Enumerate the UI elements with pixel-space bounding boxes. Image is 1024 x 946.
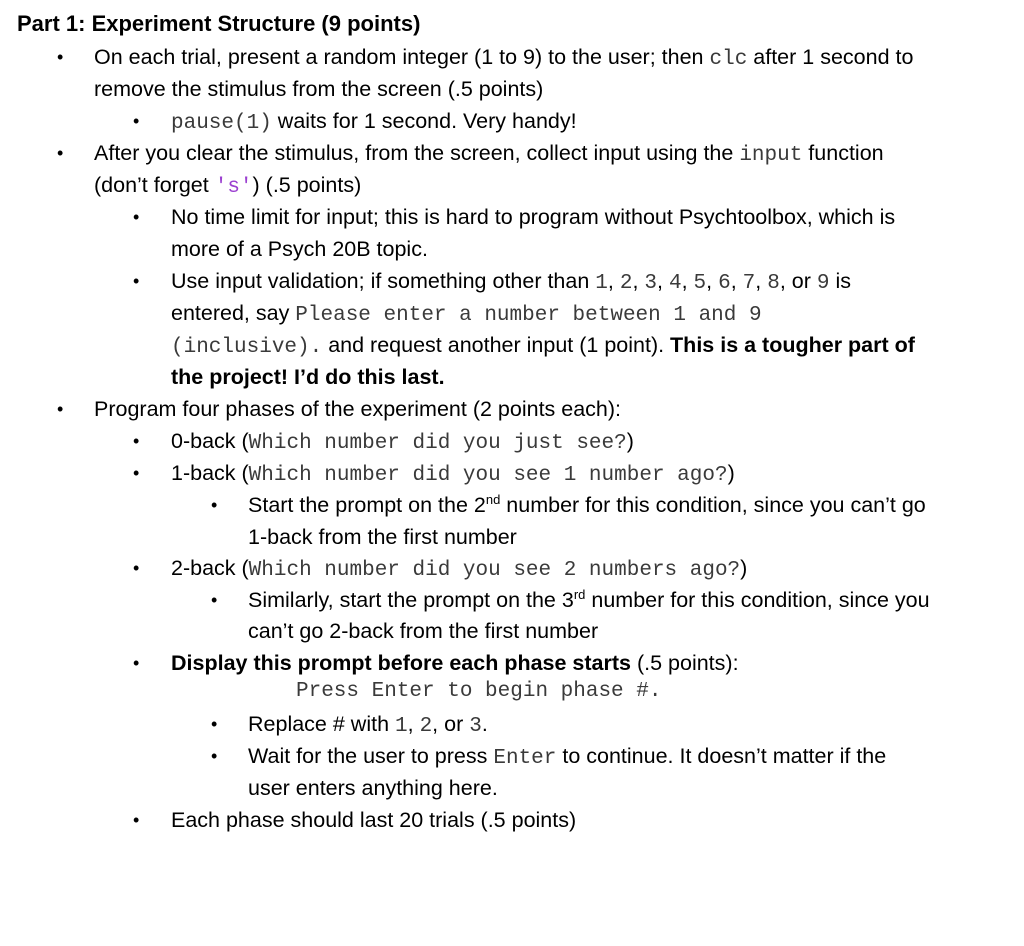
code-input: input [739, 144, 803, 167]
code-error-message: Please enter a number between 1 and 9 [295, 304, 762, 327]
item-no-time-limit: No time limit for input; this is hard to program without Psychtoolbox, which is [171, 205, 896, 229]
item-1-back: 1-back (Which number did you see 1 number ago?) [171, 461, 735, 487]
code-pause: pause(1) [171, 112, 272, 135]
item-0-back: 0-back (Which number did you just see?) [171, 429, 634, 455]
bullet-icon: • [211, 495, 218, 515]
code-s-string: 's' [214, 176, 253, 199]
bullet-icon: • [57, 143, 64, 163]
code-0-back-prompt: Which number did you just see? [248, 432, 627, 455]
bullet-icon: • [211, 746, 218, 766]
code-1-back-prompt: Which number did you see 1 number ago? [248, 464, 728, 487]
code-clc: clc [709, 48, 748, 71]
item-collect-input-cont: (don’t forget 's') (.5 points) [94, 173, 362, 199]
code-press-enter-prompt: Press Enter to begin phase #. [296, 680, 662, 703]
item-no-time-limit-cont: more of a Psych 20B topic. [171, 237, 428, 261]
item-trial-stimulus: On each trial, present a random integer (1 to 9) to the user; then clc after 1 second to [94, 45, 914, 71]
item-input-validation-cont2: (inclusive). and request another input (1 point). This is a tougher part of [171, 333, 915, 359]
item-input-validation: Use input validation; if something other than 1, 2, 3, 4, 5, 6, 7, 8, or 9 is [171, 269, 851, 295]
item-wait-enter-cont: user enters anything here. [248, 776, 498, 800]
item-pause: pause(1) waits for 1 second. Very handy! [171, 109, 577, 135]
item-phase-length: Each phase should last 20 trials (.5 points) [171, 808, 577, 832]
bullet-icon: • [133, 558, 140, 578]
item-1-back-start-cont: 1-back from the first number [248, 525, 517, 549]
bullet-icon: • [211, 590, 218, 610]
item-2-back-start-cont: can’t go 2-back from the first number [248, 619, 599, 643]
section-title: Part 1: Experiment Structure (9 points) [17, 11, 421, 36]
item-2-back-start: Similarly, start the prompt on the 3rd number for this condition, since you [248, 587, 930, 612]
item-1-back-start: Start the prompt on the 2nd number for this condition, since you can’t go [248, 492, 926, 517]
item-wait-enter: Wait for the user to press Enter to continue. It doesn’t matter if the [248, 744, 887, 770]
item-four-phases: Program four phases of the experiment (2 points each): [94, 397, 622, 421]
bullet-icon: • [211, 714, 218, 734]
bullet-icon: • [133, 810, 140, 830]
code-inclusive: (inclusive). [171, 336, 323, 359]
code-2-back-prompt: Which number did you see 2 numbers ago? [248, 559, 741, 582]
item-input-validation-note: the project! I’d do this last. [171, 365, 445, 389]
bullet-icon: • [133, 271, 140, 291]
item-replace-hash: Replace # with 1, 2, or 3. [248, 712, 488, 738]
item-collect-input: After you clear the stimulus, from the screen, collect input using the input function [94, 141, 884, 167]
item-trial-stimulus-cont: remove the stimulus from the screen (.5 points) [94, 77, 544, 101]
bullet-icon: • [57, 399, 64, 419]
code-enter: Enter [493, 747, 557, 770]
item-2-back: 2-back (Which number did you see 2 numbers ago?) [171, 556, 748, 582]
bullet-icon: • [133, 463, 140, 483]
bullet-icon: • [133, 207, 140, 227]
bullet-icon: • [57, 47, 64, 67]
item-display-prompt: Display this prompt before each phase starts (.5 points): [171, 651, 739, 675]
bullet-icon: • [133, 111, 140, 131]
bullet-icon: • [133, 653, 140, 673]
bullet-icon: • [133, 431, 140, 451]
item-input-validation-cont: entered, say Please enter a number between 1 and 9 [171, 301, 762, 327]
